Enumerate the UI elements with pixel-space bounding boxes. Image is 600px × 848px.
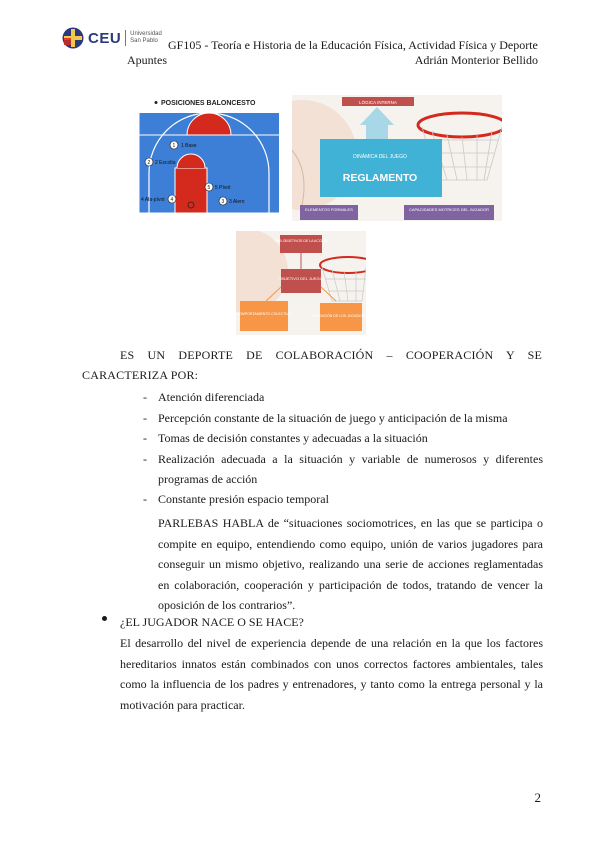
quote-line: PARLEBAS HABLA de “situaciones sociomotrices, en las que se participa o [158, 516, 543, 530]
intro-line-1: ES UN DEPORTE DE COLABORACIÓN – COOPERACIÓN Y SE [120, 348, 542, 362]
course-title: GF105 - Teoría e Historia de la Educación Física, Actividad Física y Deporte [168, 38, 538, 52]
quote-line: oposición de los contrarios”. [158, 598, 296, 612]
court-title-bullet [155, 101, 158, 104]
position-label: 5 Pívot [215, 185, 231, 191]
list-item: - Percepción constante de la situación de juego y anticipación de la misma [143, 408, 543, 428]
objetivo-box [281, 269, 321, 293]
paragraph-line: hereditarios innatos están combinados con unos correctos factores ambientales, tales [120, 656, 543, 671]
sub-objetivos-label: SUB-OBJETIVOS DE LA ACCIÓN [274, 239, 328, 243]
intencion-label: INTENCIÓN DE LOS JUGADORES [313, 314, 366, 318]
question-bullet [102, 616, 107, 621]
svg-text:4: 4 [170, 197, 174, 203]
capacidades-label: CAPACIDADES MOTRICES DEL JUGADOR [408, 207, 490, 212]
reglamento-diagram [292, 95, 502, 221]
logo-sub-2: San Pablo [130, 38, 158, 44]
reglamento-box [320, 139, 442, 197]
elementos-formales-label: ELEMENTOS FORMALES [305, 207, 353, 212]
sub-objetivos-box [280, 235, 322, 253]
logo-divider [125, 30, 126, 46]
author-name: Adrián Monterior Bellido [414, 53, 538, 67]
paragraph-line: El desarrollo del nivel de experiencia depende de una relación en la que los factores [120, 636, 543, 650]
header-label: Apuntes [127, 53, 167, 67]
svg-text:2: 2 [147, 160, 151, 166]
parlebas-quote [158, 513, 543, 616]
paragraph-line: como la influencia de los padres y entrenadores, y tanto como la entrega personal y la [120, 677, 543, 692]
position-label: 1 Base [181, 143, 197, 149]
player-development-paragraph [120, 633, 543, 716]
quote-line: conseguir un mismo objetivo, realizando una serie de acciones reglamentadas [158, 557, 543, 571]
position-label: 2 Escolta [155, 160, 176, 166]
reglamento-label: REGLAMENTO [342, 172, 418, 184]
logo-sub-1: Universidad [130, 31, 162, 37]
comportamiento-box [240, 301, 288, 331]
dinamica-label: DINÁMICA DEL JUEGO [353, 154, 407, 160]
quote-line: en colaboración, cooperación y participación de todos, tratando de vencer la [158, 577, 543, 592]
list-item: - Tomas de decisión constantes y adecuadas a la situación [143, 428, 543, 448]
svg-text:5: 5 [207, 185, 211, 191]
court-title: POSICIONES BALONCESTO [161, 100, 256, 107]
svg-text:3: 3 [221, 199, 225, 205]
ceu-cross-icon [62, 27, 84, 49]
intro-line-2: CARACTERIZA POR: [82, 368, 199, 382]
page-header [0, 0, 600, 70]
list-item: - Constante presión espacio temporal [143, 489, 543, 509]
position-label: 4 Ala-pívot [141, 197, 165, 203]
characteristics-list [143, 387, 543, 510]
question-heading: ¿EL JUGADOR NACE O SE HACE? [120, 615, 304, 629]
ceu-logo [62, 27, 162, 49]
page-number: 2 [534, 790, 541, 805]
logo-subtitle [130, 31, 162, 45]
paint-area [175, 168, 207, 213]
court-positions-figure [139, 95, 279, 213]
objetivo-label: OBJETIVO DEL JUEGO [279, 276, 323, 281]
quote-line: compite en equipo, entendiendo como equipo, unión de varios jugadores para [158, 536, 543, 551]
paragraph-line: motivación para practicar. [120, 698, 245, 713]
objetivo-diagram [236, 231, 366, 335]
list-item: - Atención diferenciada [143, 387, 543, 407]
intro-paragraph [82, 345, 542, 385]
logo-text: CEU [88, 29, 122, 47]
logica-interna-label: LÓGICA INTERNA [359, 100, 397, 105]
svg-text:1: 1 [172, 143, 176, 149]
position-label: 3 Alero [229, 199, 245, 205]
comportamiento-label: COMPORTAMIENTO COLECTIVO [236, 312, 292, 316]
list-item: - Realización adecuada a la situación y variable de numerosos y diferentes programas de acción [143, 449, 543, 489]
